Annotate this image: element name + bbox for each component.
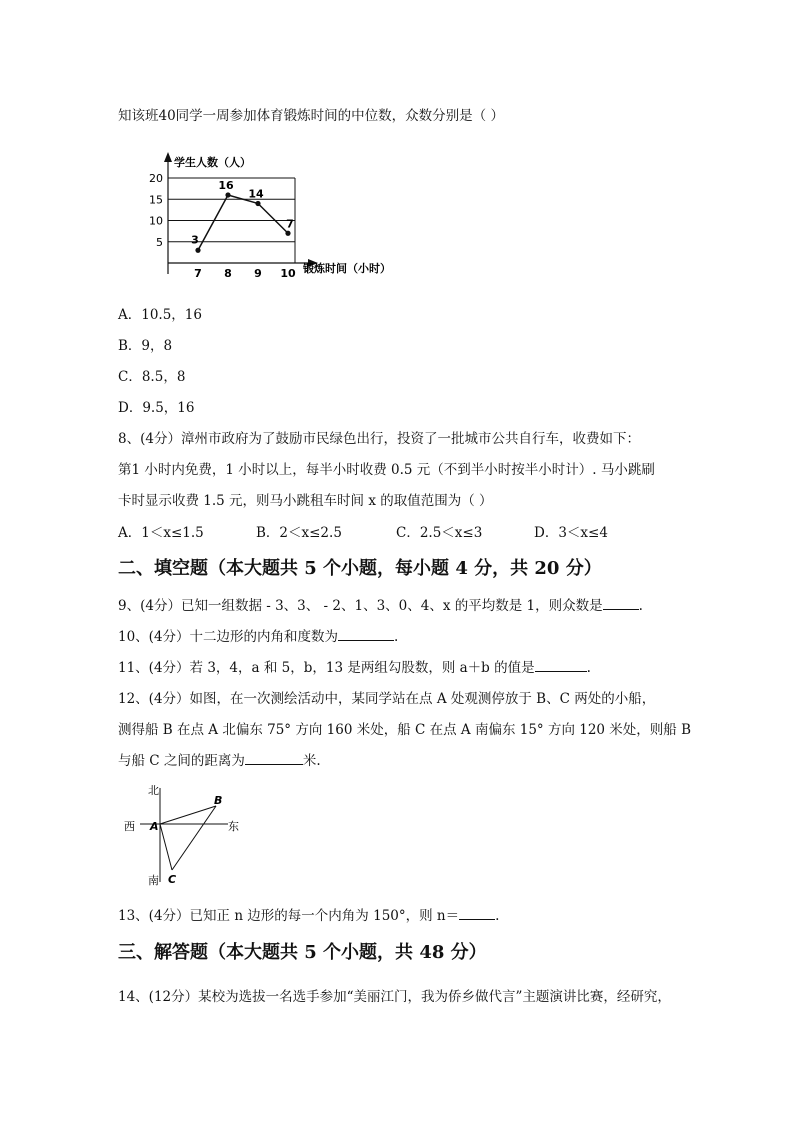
data-label: 7 — [286, 217, 294, 231]
q8-option-b: B．2＜x≤2.5 — [256, 525, 342, 541]
y-axis-arrow — [164, 152, 172, 162]
option-text: 10.5，16 — [141, 307, 202, 323]
data-point — [225, 192, 230, 197]
q7-option-a — [118, 303, 202, 323]
q7-option-c — [118, 365, 185, 385]
question-9 — [118, 594, 643, 614]
question-9-end: . — [638, 598, 643, 614]
option-text: 9.5，16 — [142, 400, 195, 416]
q7-option-d — [118, 396, 194, 416]
question-12-line-3-text: 与船 C 之间的距离为 — [118, 753, 245, 769]
answer-blank — [459, 907, 495, 920]
x-tick-labels — [194, 267, 296, 280]
option-letter: D． — [118, 400, 143, 416]
question-10 — [118, 625, 398, 645]
question-12-line-3 — [118, 749, 321, 769]
question-8-line-1: 8、(4分）漳州市政府为了鼓励市民绿色出行，投资了一批城市公共自行车，收费如下： — [118, 431, 640, 447]
answer-blank — [603, 597, 639, 610]
data-point — [195, 248, 200, 253]
west-label: 西 — [124, 820, 135, 833]
answer-blank — [245, 752, 303, 765]
option-text: 8.5，8 — [141, 369, 186, 385]
x-tick-label: 10 — [280, 267, 296, 280]
question-11-end: . — [586, 660, 591, 676]
question-8-line-3: 卡时显示收费 1.5 元，则马小跳租车时间 x 的取值范围为（ ） — [118, 493, 493, 509]
compass-boats-diagram — [118, 780, 258, 890]
x-axis-title: 锻炼时间（小时） — [303, 262, 391, 275]
exercise-time-line-chart — [140, 150, 420, 285]
question-12-line-2: 测得船 B 在点 A 北偏东 75° 方向 160 米处，船 C 在点 A 南偏东 15° 方向 120 米处，则船 B — [118, 722, 692, 738]
y-tick-labels — [149, 172, 163, 249]
y-axis-title: 学生人数（人） — [174, 156, 251, 169]
question-10-text: 10、(4分）十二边形的内角和度数为 — [118, 629, 339, 645]
question-13 — [118, 904, 499, 924]
point-a-label: A — [150, 820, 159, 833]
question-12-line-1: 12、(4分）如图，在一次测绘活动中，某同学站在点 A 处观测停放于 B、C 两处的小船， — [118, 691, 656, 707]
data-label: 3 — [191, 233, 199, 247]
data-label: 14 — [248, 187, 264, 201]
y-tick-label: 5 — [156, 235, 163, 249]
segment-bc — [172, 806, 216, 870]
option-text: 9，8 — [141, 338, 173, 354]
segment-ab — [160, 806, 216, 824]
question-11-text: 11、(4分）若 3，4，a 和 5，b，13 是两组勾股数，则 a＋b 的值是 — [118, 660, 535, 676]
option-letter: B． — [118, 338, 142, 354]
q8-option-d: D．3＜x≤4 — [534, 525, 608, 541]
y-tick-label: 20 — [149, 172, 163, 185]
question-11 — [118, 656, 591, 676]
question-9-text: 9、(4分）已知一组数据 - 3、3、 - 2、1、3、0、4、x 的平均数是 1，则众数是 — [118, 598, 603, 614]
data-label: 16 — [218, 179, 234, 192]
y-tick-label: 10 — [149, 214, 163, 228]
east-label: 东 — [228, 820, 239, 833]
south-label: 南 — [148, 874, 159, 887]
option-letter: C． — [118, 369, 142, 385]
x-tick-label: 9 — [254, 267, 262, 280]
question-13-text: 13、(4分）已知正 n 边形的每一个内角为 150°，则 n＝ — [118, 908, 460, 924]
segment-ac — [160, 824, 172, 870]
section-3-heading: 三、解答题（本大题共 5 个小题，共 48 分） — [118, 942, 487, 963]
data-labels — [191, 179, 294, 246]
option-letter: A． — [118, 307, 142, 323]
answer-blank — [338, 628, 394, 641]
q7-option-b — [118, 334, 172, 354]
point-b-label: B — [214, 794, 223, 807]
north-label: 北 — [148, 784, 159, 797]
question-8-line-2: 第1 小时内免费，1 小时以上，每半小时收费 0.5 元（不到半小时按半小时计）. 马小跳刷 — [118, 462, 655, 478]
x-tick-label: 8 — [224, 267, 232, 280]
question-12-line-3-end: 米. — [302, 753, 321, 769]
data-point — [255, 201, 260, 206]
data-point — [285, 231, 290, 236]
question-13-end: . — [495, 908, 500, 924]
y-tick-label: 15 — [149, 193, 163, 207]
x-tick-label: 7 — [194, 267, 202, 280]
question-7-stem: 知该班40同学一周参加体育锻炼时间的中位数，众数分别是（ ） — [118, 108, 504, 124]
section-2-heading: 二、填空题（本大题共 5 个小题，每小题 4 分，共 20 分） — [118, 558, 602, 579]
q8-option-c: C．2.5＜x≤3 — [396, 525, 483, 541]
q8-option-a: A．1＜x≤1.5 — [118, 525, 204, 541]
point-c-label: C — [168, 873, 177, 886]
answer-blank — [535, 659, 587, 672]
question-10-end: . — [394, 629, 399, 645]
question-14-line-1: 14、(12分）某校为选拔一名选手参加“美丽江门，我为侨乡做代言”主题演讲比赛，经研究， — [118, 989, 671, 1005]
